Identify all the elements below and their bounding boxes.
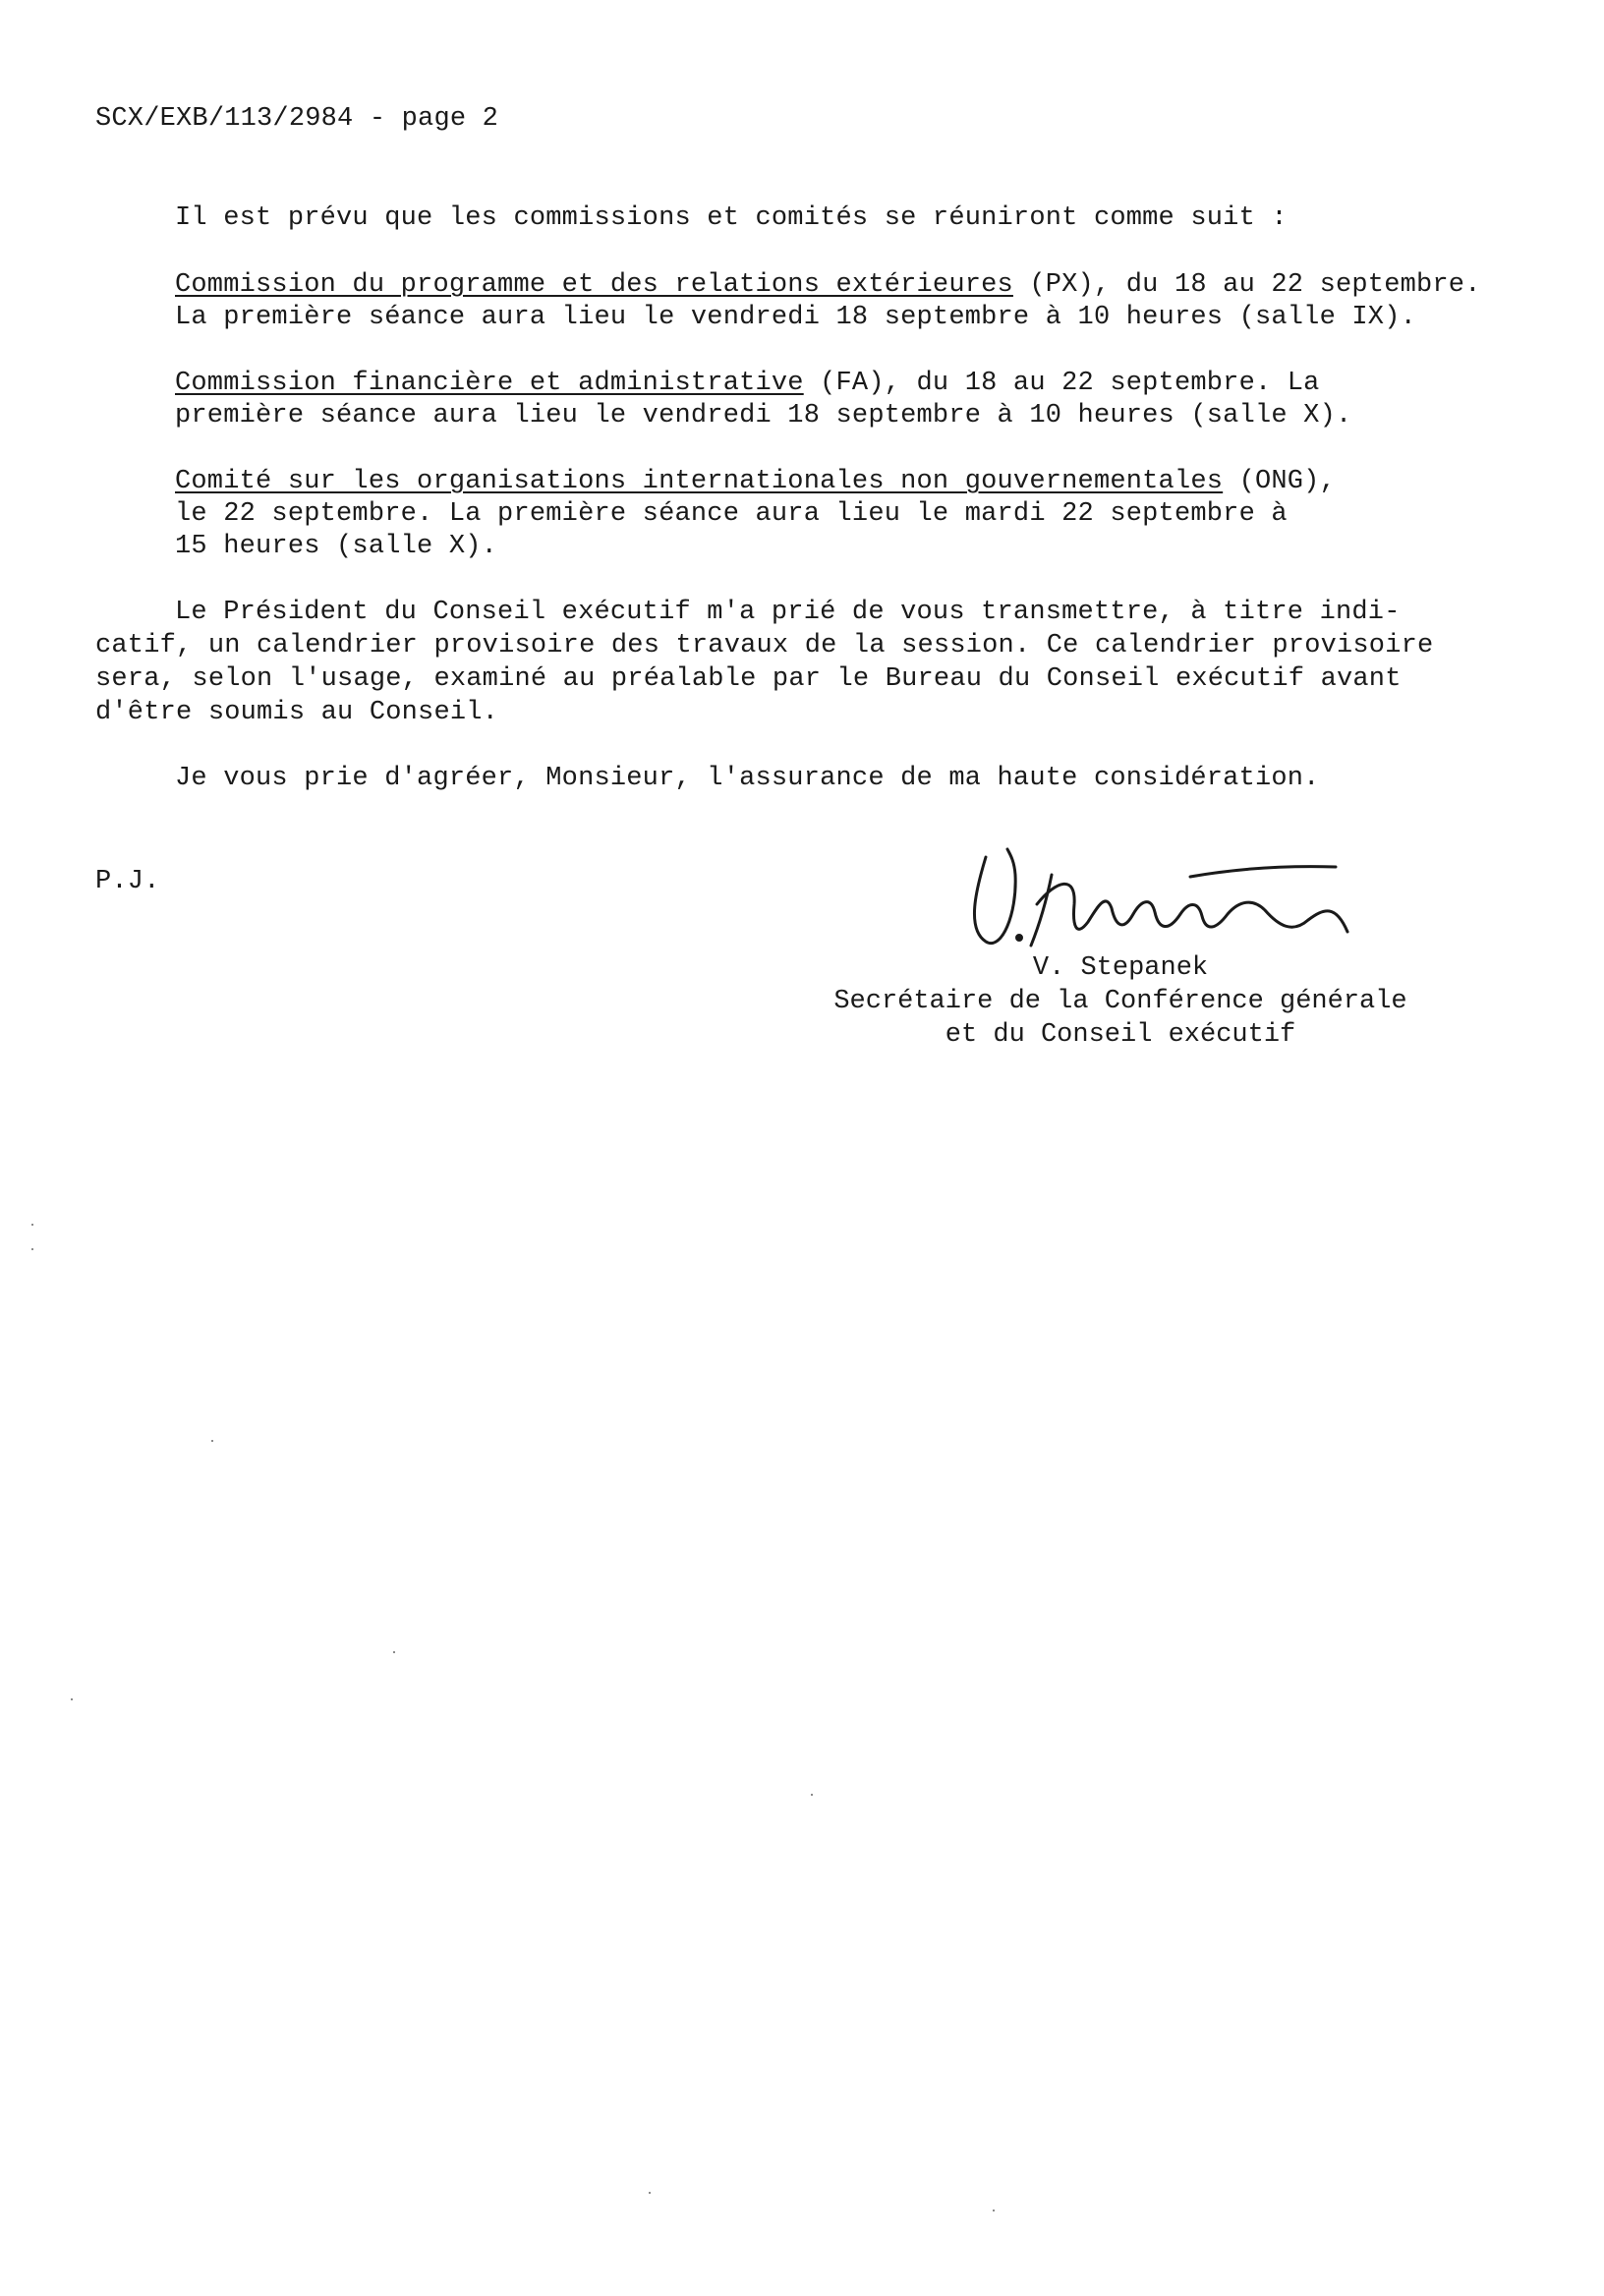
signatory-block (806, 951, 1435, 1052)
scan-speck (811, 1794, 813, 1796)
committee-px-line2: La première séance aura lieu le vendredi 18 septembre à 10 heures (salle IX). (175, 303, 1417, 332)
signatory-title-line2: et du Conseil exécutif (945, 1020, 1296, 1050)
scan-speck (993, 2210, 995, 2211)
signature-body (1037, 884, 1347, 932)
committee-fa-line1 (175, 367, 1320, 400)
committee-ong-line2: le 22 septembre. La première séance aura lieu le mardi 22 septembre à (175, 499, 1288, 529)
signature-stem (1031, 875, 1052, 946)
scan-speck (393, 1651, 395, 1653)
scan-speck (649, 2192, 651, 2194)
handwritten-signature (958, 835, 1381, 958)
closing-line: Je vous prie d'agréer, Monsieur, l'assurance de ma haute considération. (175, 764, 1320, 793)
committee-ong-line1 (175, 465, 1336, 498)
paragraph-line3: sera, selon l'usage, examiné au préalable par le Bureau du Conseil exécutif avant (95, 664, 1402, 694)
committee-fa-line2: première séance aura lieu le vendredi 18 septembre à 10 heures (salle X). (175, 401, 1352, 430)
signature-bar (1190, 867, 1336, 877)
committee-ong-line3: 15 heures (salle X). (175, 532, 498, 561)
scan-speck (211, 1440, 213, 1442)
scan-speck (71, 1698, 73, 1700)
paragraph-line2: catif, un calendrier provisoire des travaux de la session. Ce calendrier provisoire (95, 631, 1434, 660)
signatory-name: V. Stepanek (1032, 953, 1209, 983)
paragraph-line4: d'être soumis au Conseil. (95, 698, 499, 727)
committee-px-name: Commission du programme et des relations extérieures (175, 270, 1013, 300)
signature-dot (1017, 936, 1022, 941)
scan-speck (31, 1224, 33, 1226)
committee-px-line1 (175, 268, 1481, 302)
scan-speck (31, 1248, 33, 1250)
committee-fa-name: Commission financière et administrative (175, 369, 804, 398)
committee-fa-dates: (FA), du 18 au 22 septembre. La (803, 369, 1320, 398)
committee-px-dates: (PX), du 18 au 22 septembre. (1012, 270, 1481, 300)
paragraph-line1: Le Président du Conseil exécutif m'a prié de vous transmettre, à titre indi- (175, 598, 1401, 627)
committee-ong-code: (ONG), (1223, 467, 1336, 496)
enclosure-note: P.J. (95, 867, 160, 896)
signature-initial-stroke (974, 849, 1015, 944)
page-reference: SCX/EXB/113/2984 - page 2 (95, 104, 499, 134)
intro-line: Il est prévu que les commissions et comités se réuniront comme suit : (175, 203, 1288, 233)
committee-ong-name: Comité sur les organisations internationales non gouvernementales (175, 467, 1224, 496)
signatory-title-line1: Secrétaire de la Conférence générale (833, 987, 1407, 1016)
